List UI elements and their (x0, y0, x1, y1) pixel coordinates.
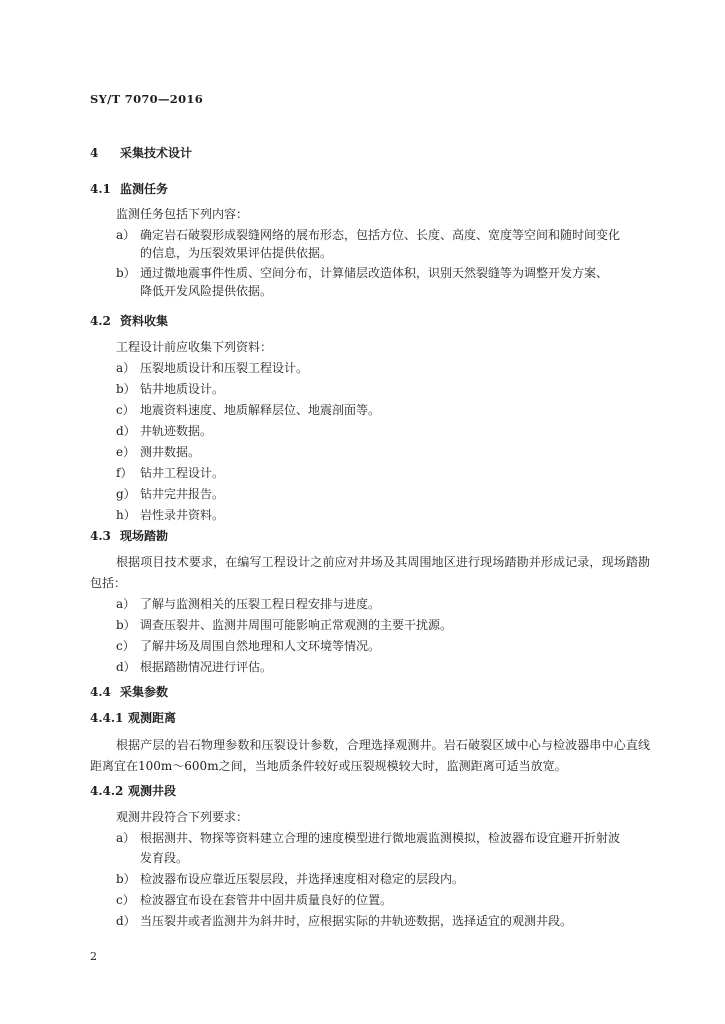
list-item-label: c） (116, 403, 135, 417)
list-item-label: a） (116, 597, 136, 611)
subsection-number: 4.1 (90, 182, 111, 196)
page-number: 2 (90, 950, 97, 963)
list-item (116, 400, 380, 421)
list-item (116, 358, 308, 379)
list-item-continuation: 降低开发风险提供依据。 (140, 284, 273, 298)
list-item (116, 636, 380, 657)
list-item (116, 828, 620, 849)
list-item-continuation: 的信息，为压裂效果评估提供依据。 (140, 246, 333, 260)
subsection-number: 4.2 (90, 314, 111, 328)
list-item-label: b） (116, 872, 136, 886)
list-item-text: 了解井场及周围自然地理和人文环境等情况。 (140, 639, 381, 653)
list-item-text: 确定岩石破裂形成裂缝网络的展布形态，包括方位、长度、高度、宽度等空间和随时间变化 (140, 228, 621, 242)
subsubsection-title: 观测井段 (128, 784, 177, 798)
subsection-title: 现场踏勘 (120, 529, 169, 543)
subsubsection-heading-4-4-1 (90, 709, 176, 726)
list-item (116, 615, 452, 636)
subsection-title: 采集参数 (120, 685, 169, 699)
list-item-text: 压裂地质设计和压裂工程设计。 (140, 361, 309, 375)
list-item-label: d） (116, 660, 136, 674)
list-item-label: d） (116, 914, 136, 928)
subsection-number: 4.3 (90, 529, 111, 543)
list-item (116, 911, 572, 932)
subsubsection-title: 观测距离 (128, 711, 177, 725)
list-item (116, 379, 224, 400)
list-item-label: b） (116, 266, 136, 280)
subsection-title: 监测任务 (120, 182, 169, 196)
list-item-text: 根据测井、物探等资料建立合理的速度模型进行微地震监测模拟，检波器布设宜避开折射波 (140, 831, 621, 845)
list-item-text: 了解与监测相关的压裂工程日程安排与进度。 (140, 597, 381, 611)
subsection-heading-4-3 (90, 527, 168, 544)
list-item (116, 657, 272, 678)
list-item (116, 890, 392, 911)
list-item (116, 505, 224, 526)
list-item-label: a） (116, 831, 136, 845)
subsection-heading-4-4 (90, 683, 168, 700)
subsection-title: 资料收集 (120, 314, 169, 328)
list-item-text: 岩性录井资料。 (140, 508, 225, 522)
list-item-text: 钻井工程设计。 (140, 466, 225, 480)
paragraph: 根据产层的岩石物理参数和压裂设计参数，合理选择观测井。岩石破裂区域中心与检波器串中心直线距离宜在100m～600m之间，当地质条件较好或压裂规模较大时，监测距离可适当放宽。 (90, 738, 650, 773)
standard-code: SY/T 7070—2016 (90, 92, 203, 106)
intro-text: 监测任务包括下列内容： (116, 207, 249, 221)
list-item-label: c） (116, 639, 135, 653)
intro-text: 观测井段符合下列要求： (116, 810, 249, 824)
list-item-label: h） (116, 508, 136, 522)
list-item (116, 421, 212, 442)
intro-text: 工程设计前应收集下列资料： (116, 340, 273, 354)
paragraph: 根据项目技术要求，在编写工程设计之前应对井场及其周围地区进行现场踏勘并形成记录，现场踏勘包括： (90, 555, 650, 590)
list-item-text: 检波器宜布设在套管井中固井质量良好的位置。 (140, 893, 393, 907)
subsection-number: 4.4 (90, 685, 111, 699)
list-item-text: 通过微地震事件性质、空间分布，计算储层改造体积，识别天然裂缝等为调整开发方案、 (140, 266, 609, 280)
list-item (116, 869, 464, 890)
list-item-label: a） (116, 361, 136, 375)
list-item-label: b） (116, 618, 136, 632)
section-title: 采集技术设计 (120, 146, 193, 160)
subsection-heading-4-1 (90, 180, 168, 197)
section-number: 4 (90, 146, 99, 160)
list-item (116, 484, 224, 505)
subsubsection-heading-4-4-2 (90, 782, 176, 799)
list-item-label: a） (116, 228, 136, 242)
list-item-text: 调查压裂井、监测井周围可能影响正常观测的主要干扰源。 (140, 618, 453, 632)
list-item (116, 594, 380, 615)
list-item-text: 检波器布设应靠近压裂层段，并选择速度相对稳定的层段内。 (140, 872, 465, 886)
list-item-text: 井轨迹数据。 (140, 424, 213, 438)
list-item-text: 测井数据。 (140, 445, 201, 459)
subsection-heading-4-2 (90, 312, 168, 329)
subsubsection-number: 4.4.2 (90, 784, 124, 798)
list-item-continuation: 发育段。 (140, 851, 189, 865)
subsubsection-number: 4.4.1 (90, 711, 124, 725)
list-item-label: d） (116, 424, 136, 438)
list-item-text: 当压裂井或者监测井为斜井时，应根据实际的井轨迹数据，选择适宜的观测井段。 (140, 914, 573, 928)
list-item (116, 442, 200, 463)
list-item-label: b） (116, 382, 136, 396)
list-item (116, 463, 224, 484)
list-item-text: 根据踏勘情况进行评估。 (140, 660, 273, 674)
list-item-label: g） (116, 487, 136, 501)
list-item-text: 地震资料速度、地质解释层位、地震剖面等。 (140, 403, 381, 417)
list-item-text: 钻井地质设计。 (140, 382, 225, 396)
list-item-label: e） (116, 445, 136, 459)
list-item-label: c） (116, 893, 135, 907)
list-item-label: f） (116, 466, 133, 480)
section-heading (90, 144, 192, 161)
list-item-text: 钻井完井报告。 (140, 487, 225, 501)
